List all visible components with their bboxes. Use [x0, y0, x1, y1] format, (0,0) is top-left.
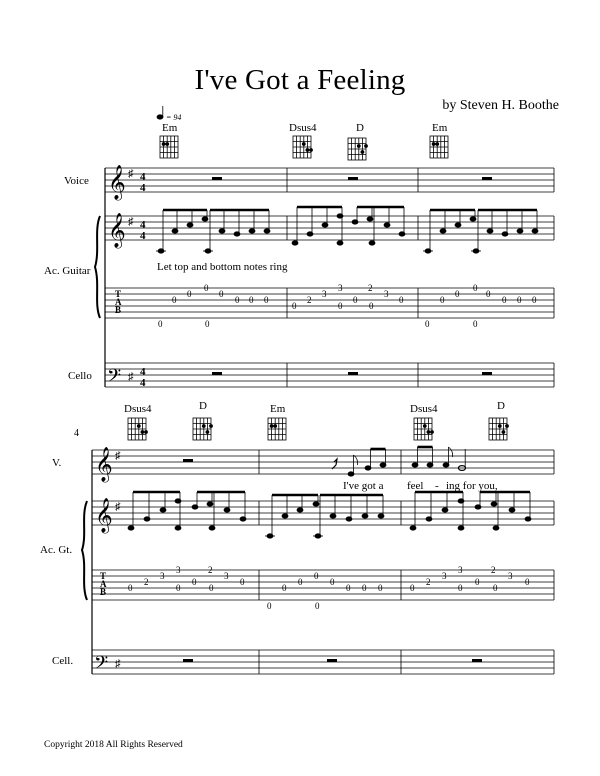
chord-name: D: [497, 400, 505, 412]
performance-direction: Let top and bottom notes ring: [157, 261, 288, 273]
chord-name: Em: [432, 122, 448, 134]
svg-text:B: B: [115, 305, 122, 315]
svg-text:0: 0: [425, 319, 430, 329]
svg-text:0: 0: [440, 295, 445, 305]
svg-text:0: 0: [532, 295, 537, 305]
tempo-note: [157, 115, 163, 119]
svg-text:0: 0: [267, 601, 272, 611]
instrument-label-cello-short: Cell.: [52, 655, 74, 667]
svg-text:4: 4: [140, 377, 146, 389]
guitar-notes-m6: [410, 499, 531, 530]
guitar-staff-2: [92, 501, 554, 525]
svg-text:0: 0: [209, 583, 214, 593]
key-signature-sharp: ♯: [115, 658, 121, 670]
svg-text:0: 0: [346, 583, 351, 593]
svg-text:3: 3: [384, 289, 389, 299]
svg-text:0: 0: [330, 577, 335, 587]
chord-diagram-em-2: [430, 136, 448, 158]
svg-text:4: 4: [140, 171, 146, 183]
guitar-notes-m2: [292, 214, 405, 245]
key-signature-sharp: ♯: [128, 216, 134, 228]
svg-text:4: 4: [140, 366, 146, 378]
svg-text:0: 0: [493, 583, 498, 593]
svg-text:0: 0: [205, 319, 210, 329]
svg-text:3: 3: [224, 571, 229, 581]
tab-clef: [100, 571, 107, 597]
lyric: -: [435, 480, 439, 492]
svg-text:2: 2: [368, 283, 373, 293]
svg-text:3: 3: [160, 571, 165, 581]
bass-clef: 𝄢: [107, 365, 122, 390]
key-signature-sharp: ♯: [115, 501, 121, 513]
instrument-label-voice-short: V.: [52, 457, 62, 469]
svg-text:0: 0: [282, 583, 287, 593]
svg-text:B: B: [100, 587, 107, 597]
bass-clef: 𝄢: [94, 652, 109, 677]
svg-text:0: 0: [353, 295, 358, 305]
treble-clef: 𝄞: [95, 499, 113, 532]
instrument-label-cello: Cello: [68, 370, 92, 382]
chord-diagram-d-2: [193, 418, 213, 440]
svg-text:3: 3: [322, 289, 327, 299]
svg-text:4: 4: [140, 230, 146, 242]
chord-name: Em: [162, 122, 178, 134]
instrument-label-guitar-short: Ac. Gt.: [40, 544, 73, 556]
svg-text:0: 0: [369, 301, 374, 311]
instrument-label-guitar: Ac. Guitar: [44, 265, 91, 277]
svg-text:2: 2: [144, 577, 149, 587]
chord-diagram-dsus4-1: [293, 136, 313, 158]
svg-text:T: T: [100, 571, 107, 581]
lyric: I've got a: [343, 480, 384, 492]
svg-text:4: 4: [140, 182, 146, 194]
svg-text:0: 0: [204, 283, 209, 293]
instrument-label-voice: Voice: [64, 175, 89, 187]
composer-credit: by Steven H. Boothe: [442, 98, 559, 113]
svg-text:3: 3: [508, 571, 513, 581]
svg-text:T: T: [115, 289, 122, 299]
chord-diagram-d-1: [348, 138, 368, 160]
svg-text:0: 0: [249, 295, 254, 305]
svg-text:0: 0: [219, 289, 224, 299]
svg-text:3: 3: [458, 565, 463, 575]
svg-text:0: 0: [187, 289, 192, 299]
svg-text:2: 2: [307, 295, 312, 305]
key-signature-sharp: ♯: [115, 450, 121, 462]
svg-text:0: 0: [264, 295, 269, 305]
chord-diagram-dsus4-3: [414, 418, 434, 440]
svg-text:0: 0: [158, 319, 163, 329]
svg-text:0: 0: [240, 577, 245, 587]
svg-text:0: 0: [475, 577, 480, 587]
treble-clef: 𝄞: [108, 166, 126, 199]
svg-text:0: 0: [172, 295, 177, 305]
svg-text:A: A: [115, 297, 122, 307]
svg-text:0: 0: [410, 583, 415, 593]
svg-text:4: 4: [140, 219, 146, 231]
voice-staff-2: [92, 450, 554, 474]
chord-diagram-dsus4-2: [128, 418, 148, 440]
treble-clef: 𝄞: [108, 214, 126, 247]
svg-text:0: 0: [486, 289, 491, 299]
svg-text:0: 0: [315, 601, 320, 611]
svg-text:0: 0: [473, 319, 478, 329]
chord-name: Dsus4: [410, 403, 438, 415]
svg-text:3: 3: [442, 571, 447, 581]
svg-text:0: 0: [176, 583, 181, 593]
cello-staff-2: [92, 650, 554, 674]
svg-text:2: 2: [491, 565, 496, 575]
measure-number: 4: [74, 428, 79, 439]
tab-clef: [115, 289, 122, 315]
svg-text:0: 0: [235, 295, 240, 305]
key-signature-sharp: ♯: [128, 371, 134, 383]
copyright-notice: Copyright 2018 All Rights Reserved: [44, 740, 183, 750]
tempo-marking: = 94: [166, 113, 182, 122]
svg-text:0: 0: [314, 571, 319, 581]
treble-clef: 𝄞: [95, 448, 113, 481]
svg-text:3: 3: [338, 283, 343, 293]
key-signature-sharp: ♯: [128, 168, 134, 180]
chord-name: D: [199, 400, 207, 412]
chord-name: Dsus4: [124, 403, 152, 415]
guitar-staff: [105, 216, 554, 240]
guitar-notes-m4: [128, 499, 246, 530]
svg-text:0: 0: [473, 283, 478, 293]
svg-text:0: 0: [338, 301, 343, 311]
chord-diagram-d-3: [489, 418, 509, 440]
chord-diagram-em-1: [160, 136, 178, 158]
chord-name: D: [356, 122, 364, 134]
svg-text:0: 0: [458, 583, 463, 593]
svg-text:0: 0: [292, 301, 297, 311]
score-title: I've Got a Feeling: [194, 64, 406, 96]
svg-text:A: A: [100, 579, 107, 589]
chord-name: Em: [270, 403, 286, 415]
svg-text:0: 0: [362, 583, 367, 593]
svg-text:0: 0: [378, 583, 383, 593]
svg-text:0: 0: [517, 295, 522, 305]
svg-text:2: 2: [426, 577, 431, 587]
svg-text:0: 0: [455, 289, 460, 299]
svg-text:0: 0: [298, 577, 303, 587]
lyric: ing for you,: [446, 480, 498, 492]
svg-text:0: 0: [128, 583, 133, 593]
svg-text:0: 0: [502, 295, 507, 305]
chord-diagram-em-3: [268, 418, 286, 440]
svg-text:0: 0: [192, 577, 197, 587]
svg-text:3: 3: [176, 565, 181, 575]
lyric: feel: [407, 480, 424, 492]
svg-text:0: 0: [525, 577, 530, 587]
svg-text:2: 2: [208, 565, 213, 575]
chord-name: Dsus4: [289, 122, 317, 134]
time-signature: [140, 171, 146, 389]
svg-text:0: 0: [399, 295, 404, 305]
